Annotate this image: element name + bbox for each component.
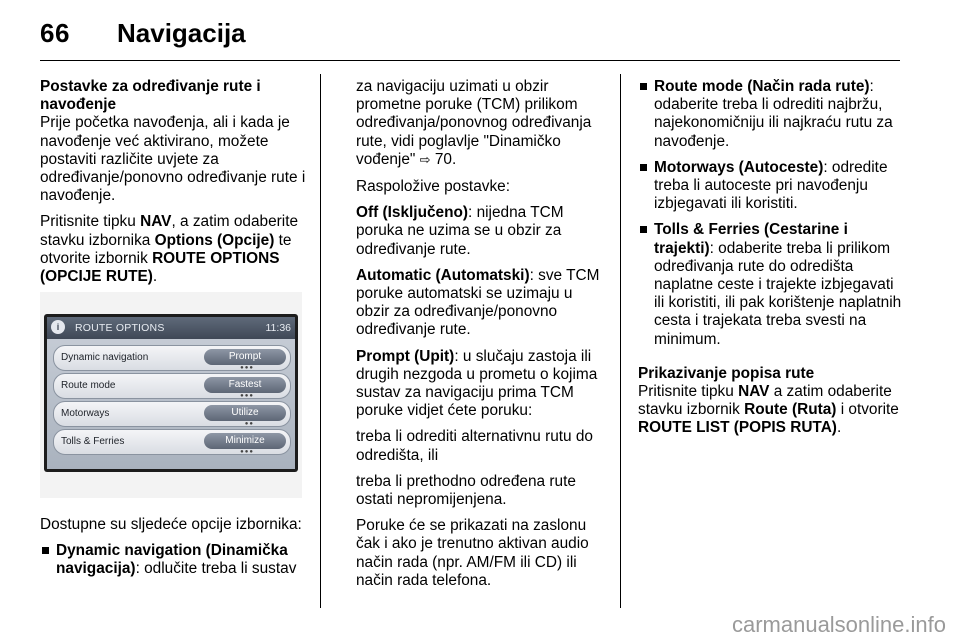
- bullet-dynamic-navigation: Dynamic navigation (Dinamička navigacija): odlučite treba li sustav: [40, 542, 306, 578]
- option-label: Motorways: [61, 408, 110, 419]
- bullet-square-icon: [640, 164, 647, 171]
- paragraph-tcm: za navigaciju uzimati u obzir prometne poruke (TCM) prilikom određivanja/ponovnog određivanja rute, vidi poglavlje "Dinamičko vođenje" ⇨ 70.: [356, 78, 592, 168]
- setting-off: Off (Isključeno): nijedna TCM poruka ne uzima se u obzir za određivanje rute.: [356, 204, 564, 258]
- page-number: 66: [40, 18, 70, 48]
- prompt-option-1: treba li odrediti alternativnu rutu do odredišta, ili: [356, 428, 593, 464]
- bullet-tolls-ferries: Tolls & Ferries (Cestarine i trajekti): odaberite treba li prilikom određivanja rute do odredišta naplatne ceste i trajekte izbjegavati ili koristiti, ili pak korištenje naplatnih cesta i trajekata treba svesti na minimum.: [638, 221, 902, 348]
- section-heading-route-list: Prikazivanje popisa rute: [638, 364, 815, 382]
- option-value[interactable]: Fastest: [204, 377, 286, 393]
- column-1-lower: [40, 516, 306, 587]
- paragraph-intro: Prije početka navođenja, ali i kada je navođenje već aktivirano, možete postaviti različite uvjete za određivanje/ponovno određivanje rute i navođenje.: [40, 114, 306, 205]
- bullet-square-icon: [640, 83, 647, 90]
- header-rule: [40, 60, 900, 61]
- option-value[interactable]: Prompt: [204, 349, 286, 365]
- bullet-route-mode: Route mode (Način rada rute): odaberite treba li odrediti najbržu, najekonomičniju ili najkraću rutu za navođenje.: [638, 78, 902, 151]
- display-screen: [44, 314, 298, 472]
- bullet-square-icon: [640, 226, 647, 233]
- bullet-square-icon: [42, 547, 49, 554]
- setting-prompt: Prompt (Upit): u slučaju zastoja ili drugih nezgoda u prometu o kojima sustav za navigaciju prima TCM poruke vidjet ćete poruku:: [356, 347, 598, 420]
- option-value[interactable]: Utilize: [204, 405, 286, 421]
- column-divider-right: [620, 74, 621, 608]
- screen-title: ROUTE OPTIONS: [75, 322, 165, 334]
- screen-clock: 11:36: [265, 322, 291, 334]
- column-1: [40, 78, 306, 294]
- option-row-dynamic-navigation[interactable]: [53, 345, 291, 371]
- option-label: Tolls & Ferries: [61, 436, 125, 447]
- option-label: Dynamic navigation: [61, 352, 149, 363]
- setting-automatic: Automatic (Automatski): sve TCM poruke automatski se uzimaju u obzir za određivanje/ponovno određivanje rute.: [356, 266, 600, 339]
- section-heading-route-settings: Postavke za određivanje rute i navođenje: [40, 78, 261, 114]
- option-dots: ●●●: [240, 393, 254, 399]
- info-icon: i: [51, 320, 65, 334]
- page-reference-arrow-icon: ⇨: [419, 152, 431, 168]
- paragraph-instructions: Pritisnite tipku NAV, a zatim odaberite stavku izbornika Options (Opcije) te otvorite izbornik ROUTE OPTIONS (OPCIJE RUTE).: [40, 213, 299, 286]
- option-dots: ●●: [244, 421, 254, 427]
- paragraph-options-available: Dostupne su sljedeće opcije izbornika:: [40, 516, 302, 533]
- column-3: [638, 78, 902, 446]
- option-value[interactable]: Minimize: [204, 433, 286, 449]
- page-title: Navigacija: [117, 18, 246, 48]
- bullet-motorways: Motorways (Autoceste): odredite treba li autoceste pri navođenju izbjegavati ili koristiti.: [638, 159, 902, 214]
- option-row-motorways[interactable]: [53, 401, 291, 427]
- option-row-tolls-ferries[interactable]: [53, 429, 291, 455]
- paragraph-available-settings: Raspoložive postavke:: [356, 178, 510, 196]
- screen-header: [47, 317, 295, 339]
- paragraph-route-list: Pritisnite tipku NAV a zatim odaberite stavku izbornik Route (Ruta) i otvorite ROUTE LIST (POPIS RUTA).: [638, 383, 899, 437]
- column-2: [356, 78, 606, 598]
- column-divider-left: [320, 74, 321, 608]
- prompt-option-2: treba li prethodno određena rute ostati nepromijenjena.: [356, 472, 576, 509]
- option-dots: ●●●: [240, 449, 254, 455]
- option-row-route-mode[interactable]: [53, 373, 291, 399]
- route-options-figure: [40, 292, 302, 498]
- paragraph-messages: Poruke će se prikazati na zaslonu čak i ako je trenutno aktivan audio način rada (npr. AM/FM ili CD) ili način rada telefona.: [356, 517, 589, 589]
- watermark: carmanualsonline.info: [731, 612, 946, 637]
- option-label: Route mode: [61, 380, 116, 391]
- option-dots: ●●●: [240, 365, 254, 371]
